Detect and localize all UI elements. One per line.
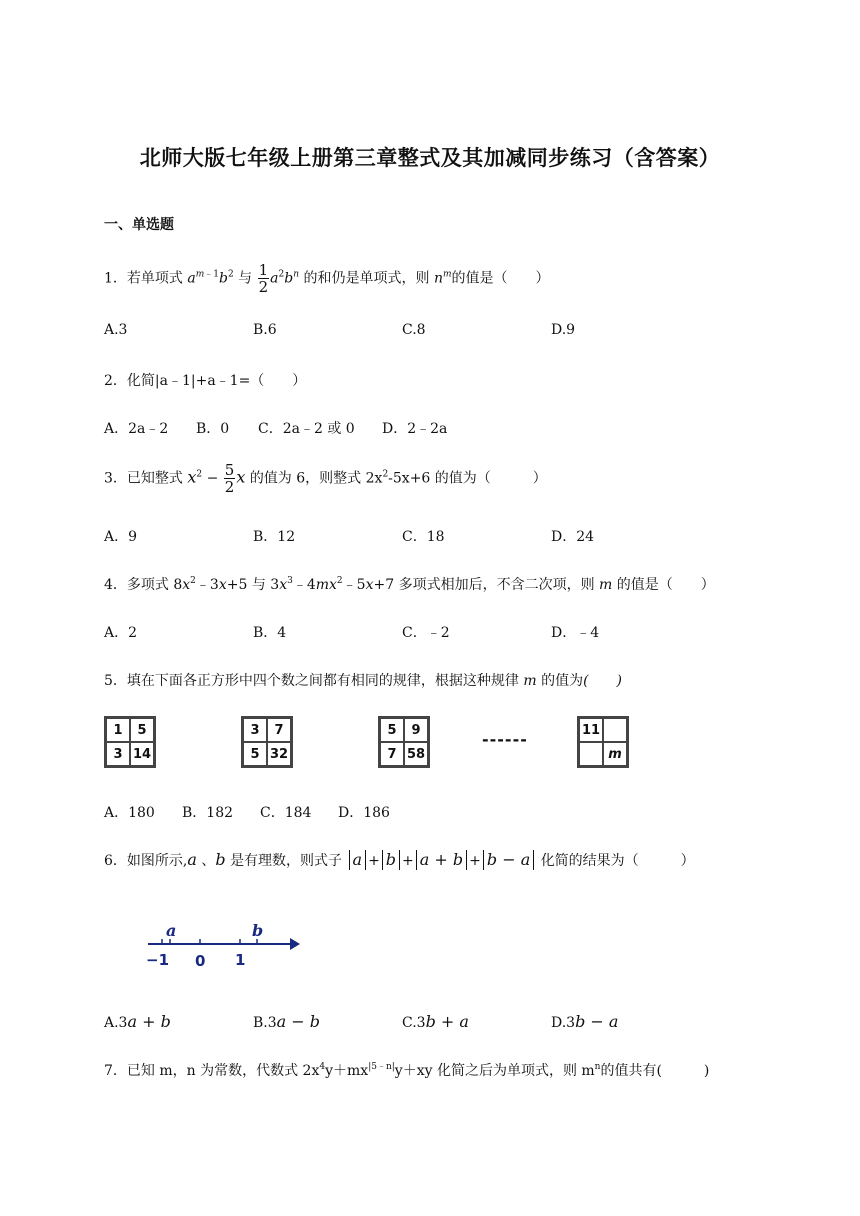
q4-option-c: C．﹣2 (402, 625, 450, 641)
q1-mid: 与 (238, 270, 253, 287)
q4-option-a: A．2 (104, 625, 138, 641)
question-4: 4．多项式 $8x^2﹣3x+5$ 与 $3x^3﹣4mx^2﹣5x+7$ 多项式相加后，不含二次项，则 m 的值是（ ） (104, 576, 715, 593)
q2-option-a: A．2a﹣2 (104, 421, 169, 437)
q2-option-b: B．0 (196, 421, 230, 437)
label-0: 0 (195, 952, 206, 970)
q5-option-b: B．182 (182, 805, 234, 821)
number-square-1: 1 5 3 14 (104, 716, 156, 768)
q6-option-b: B.3a − b (253, 1012, 321, 1031)
q1-option-d: D.9 (551, 322, 576, 338)
section-heading: 一、单选题 (104, 217, 174, 233)
continuation-dots: ------ (482, 730, 528, 749)
question-1: 1．若单项式 $a^{m﹣1}b^2$ 与 $\frac{1}{2}$ $a^2b^n$ 的和仍是单项式，则 $n^m$的值是（ ） (104, 261, 550, 296)
number-line-arrow (290, 938, 300, 950)
q5-option-c: C．184 (260, 805, 312, 821)
q5-option-a: A．180 (104, 805, 155, 821)
q1-prefix: 1．若单项式 (104, 270, 183, 287)
q3-option-a: A．9 (104, 529, 138, 545)
q3-option-b: B．12 (253, 529, 296, 545)
q1-option-a: A.3 (104, 322, 128, 338)
q5-option-d: D．186 (338, 805, 390, 821)
q3-fraction: $\frac{5}{2}$ (224, 461, 235, 496)
q4-option-b: B．4 (253, 625, 287, 641)
number-square-3: 5 9 7 58 (378, 716, 430, 768)
question-2: 2．化简|a﹣1|+a﹣1=（ ） (104, 373, 307, 389)
q3-suffix-b: -5x+6 的值为（ ） (388, 470, 547, 487)
label-1: 1 (235, 951, 246, 969)
number-square-4: 11 m (577, 716, 629, 768)
label-neg1: −1 (146, 951, 170, 969)
q3-option-c: C．18 (402, 529, 445, 545)
q4-option-d: D．﹣4 (551, 625, 600, 641)
question-5: 5．填在下面各正方形中四个数之间都有相同的规律，根据这种规律 m 的值为( ) (104, 673, 623, 689)
q6-option-c: C.3b + a (402, 1012, 469, 1031)
number-line (140, 920, 310, 970)
point-b-label: b (252, 921, 264, 940)
q3-suffix-a: 的值为 6，则整式 2x (249, 470, 383, 487)
point-a-label: a (166, 921, 177, 940)
question-6: 6．如图所示,a 、b 是有理数，则式子 a + b + a + b + b − a 化简的结果为（ ） (104, 850, 695, 869)
question-7: 7．已知 m，n 为常数，代数式 $2x^4y+mx^{|5﹣n|}y+xy$ 化简之后为单项式，则 $m^n$的值共有( ) (104, 1062, 710, 1079)
q2-option-d: D．2﹣2a (382, 421, 448, 437)
q1-option-b: B.6 (253, 322, 277, 338)
q6-option-d: D.3b − a (551, 1012, 619, 1031)
question-3: 3．已知整式 $x^2$ − $\frac{5}{2}$ x 的值为 6，则整式 $2x^2-5x+6$ 的值为（ ） (104, 461, 547, 496)
number-square-2: 3 7 5 32 (241, 716, 293, 768)
q1-suffix: 的和仍是单项式，则 (303, 270, 430, 287)
q3-prefix: 3．已知整式 (104, 470, 183, 487)
q1-suffix2: 的值是（ ） (451, 270, 550, 287)
page-title: 北师大版七年级上册第三章整式及其加减同步练习（含答案） (139, 146, 721, 170)
q3-option-d: D．24 (551, 529, 595, 545)
q1-fraction: $\frac{1}{2}$ (258, 261, 269, 296)
q6-option-a: A.3a + b (104, 1012, 171, 1031)
q1-option-c: C.8 (402, 322, 426, 338)
q2-option-c: C．2a﹣2 或 0 (258, 421, 355, 437)
